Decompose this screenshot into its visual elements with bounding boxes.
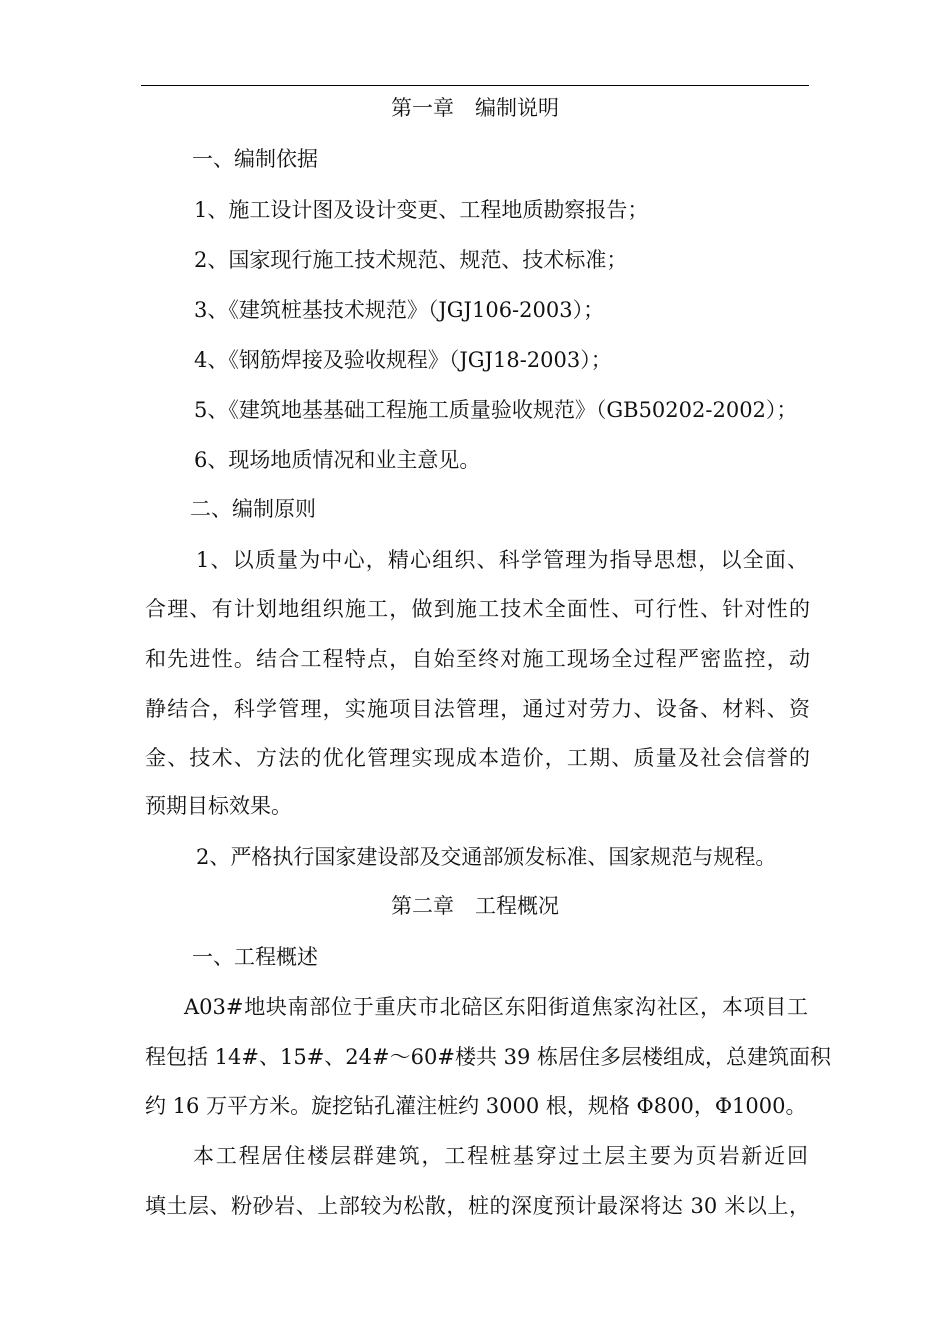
- basis-heading: 一、编制依据: [192, 147, 318, 171]
- principle-1-line-2: 合理、有计划地组织施工，做到施工技术全面性、可行性、针对性的: [145, 597, 810, 621]
- principle-1-line-4: 静结合，科学管理，实施项目法管理，通过对劳力、设备、材料、资: [145, 697, 810, 721]
- basis-item-1: 1、施工设计图及设计变更、工程地质勘察报告；: [194, 198, 649, 222]
- intro-line-1: 本工程居住楼层群建筑，工程桩基穿过土层主要为页岩新近回: [193, 1144, 808, 1168]
- principle-heading: 二、编制原则: [190, 497, 316, 521]
- header-rule: [141, 85, 809, 86]
- principle-1-line-6: 预期目标效果。: [145, 794, 292, 818]
- chapter1-title: 第一章 编制说明: [391, 96, 559, 120]
- principle-1-line-5: 金、技术、方法的优化管理实现成本造价，工期、质量及社会信誉的: [145, 746, 810, 770]
- principle-1-line-1: 1、以质量为中心，精心组织、科学管理为指导思想，以全面、: [196, 548, 808, 572]
- overview-line-1: A03#地块南部位于重庆市北碚区东阳街道焦家沟社区，本项目工: [184, 995, 808, 1019]
- basis-item-5: 5、《建筑地基基础工程施工质量验收规范》（GB50202-2002）；: [194, 398, 798, 422]
- intro-line-2: 填土层、粉砂岩、上部较为松散，桩的深度预计最深将达 30 米以上，: [145, 1194, 810, 1218]
- chapter2-title: 第二章 工程概况: [391, 894, 559, 918]
- principle-1-line-3: 和先进性。结合工程特点，自始至终对施工现场全过程严密监控，动: [145, 647, 810, 671]
- basis-item-2: 2、国家现行施工技术规范、规范、技术标准；: [194, 248, 628, 272]
- basis-item-4: 4、《钢筋焊接及验收规程》（JGJ18-2003）；: [194, 348, 612, 372]
- overview-line-2: 程包括 14#、15#、24#～60#楼共 39 栋居住多层楼组成，总建筑面积: [145, 1045, 832, 1069]
- basis-item-3: 3、《建筑桩基技术规范》（JGJ106-2003）；: [194, 298, 605, 322]
- basis-item-6: 6、现场地质情况和业主意见。: [194, 448, 481, 472]
- overview-heading: 一、工程概述: [192, 945, 318, 969]
- principle-2: 2、严格执行国家建设部及交通部颁发标准、国家规范与规程。: [196, 845, 777, 869]
- overview-line-3: 约 16 万平方米。旋挖钻孔灌注桩约 3000 根，规格 Φ800，Φ1000。: [145, 1094, 807, 1118]
